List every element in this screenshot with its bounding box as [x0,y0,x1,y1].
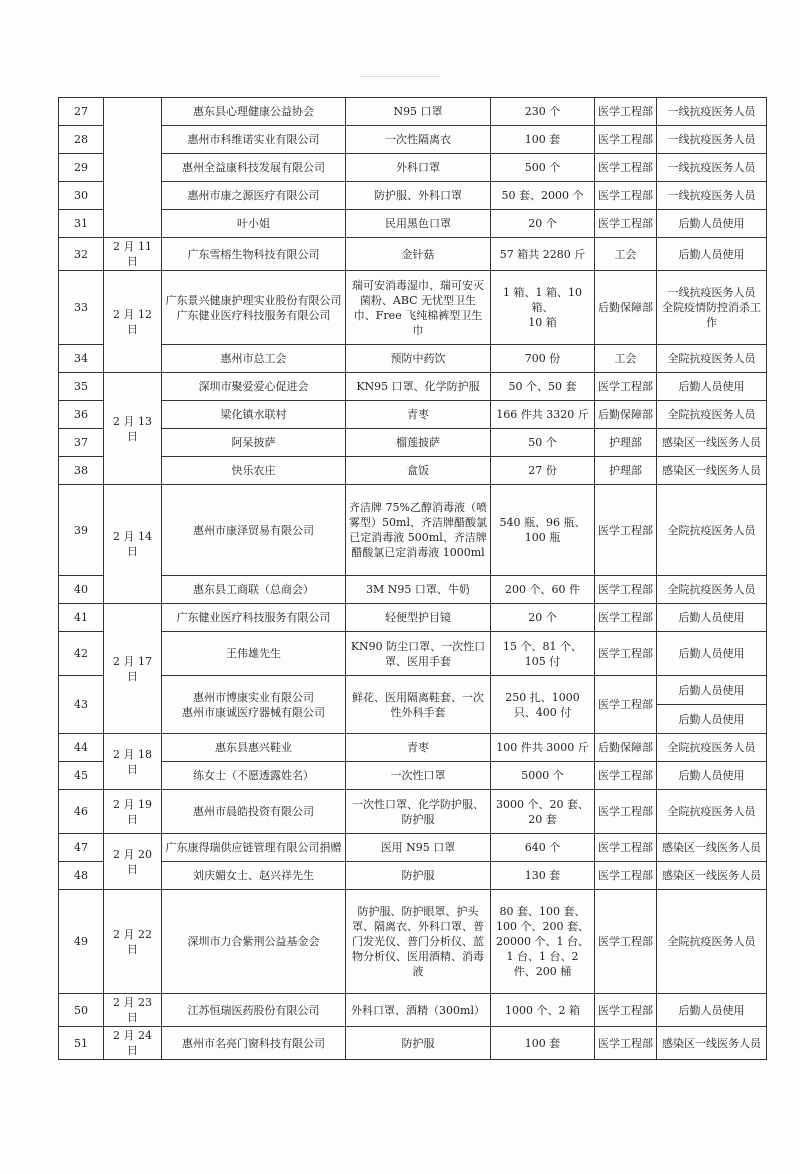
quantity-cell: 640 个 [491,834,595,862]
item-cell: 瑞可安消毒湿巾、瑞可安灭菌粉、ABC 无忧型卫生巾、Free 飞纯棉裤型卫生巾 [346,271,491,345]
table-row [59,790,767,834]
table-row [59,862,767,890]
usage-cell: 全院抗疫医务人员 [657,345,767,373]
usage-cell: 一线抗疫医务人员 [657,182,767,210]
usage-cell: 一线抗疫医务人员 全院疫情防控消杀工作 [657,271,767,345]
item-cell: KN95 口罩、化学防护服 [346,373,491,401]
quantity-cell: 100 套 [491,1027,595,1060]
item-cell: 一次性口罩 [346,762,491,790]
department-cell: 医学工程部 [595,862,657,890]
donor-cell: 快乐农庄 [162,457,346,485]
quantity-cell: 50 套、2000 个 [491,182,595,210]
item-cell: 青枣 [346,734,491,762]
quantity-cell: 250 扎、1000 只、400 付 [491,676,595,734]
donor-cell: 刘庆媚女士、赵兴祥先生 [162,862,346,890]
quantity-cell: 27 份 [491,457,595,485]
table-row [59,994,767,1027]
item-cell: 防护服、外科口罩 [346,182,491,210]
donor-cell: 惠东县惠兴鞋业 [162,734,346,762]
row-number: 48 [59,862,104,890]
quantity-cell: 130 套 [491,862,595,890]
department-cell: 医学工程部 [595,632,657,676]
item-cell: 防护服 [346,862,491,890]
usage-cell: 一线抗疫医务人员 [657,154,767,182]
donor-cell: 惠东县心理健康公益协会 [162,98,346,126]
donor-cell: 叶小姐 [162,210,346,238]
table-row [59,604,767,632]
donor-cell: 广东景兴健康护理实业股份有限公司 广东健业医疗科技服务有限公司 [162,271,346,345]
department-cell: 工会 [595,238,657,271]
row-number: 27 [59,98,104,126]
row-number: 31 [59,210,104,238]
quantity-cell: 15 个、81 个、105 付 [491,632,595,676]
department-cell: 医学工程部 [595,676,657,734]
date-cell: 2 月 12 日 [104,271,162,373]
quantity-cell: 20 个 [491,210,595,238]
table-row [59,734,767,762]
department-cell: 医学工程部 [595,1027,657,1060]
item-cell: 盒饭 [346,457,491,485]
donor-cell: 惠州市名亮门窗科技有限公司 [162,1027,346,1060]
department-cell: 医学工程部 [595,98,657,126]
donor-cell: 广东康得瑞供应链管理有限公司捐赠 [162,834,346,862]
table-row [59,762,767,790]
table-row [59,210,767,238]
table-row [59,457,767,485]
donor-cell: 阿呆披萨 [162,429,346,457]
item-cell: N95 口罩 [346,98,491,126]
donor-cell: 梁化镇水联村 [162,401,346,429]
quantity-cell: 100 套 [491,126,595,154]
date-cell: 2 月 18 日 [104,734,162,790]
table-row [59,1027,767,1060]
quantity-cell: 50 个、50 套 [491,373,595,401]
date-cell: 2 月 22 日 [104,890,162,994]
department-cell: 医学工程部 [595,210,657,238]
date-cell: 2 月 14 日 [104,485,162,604]
row-number: 51 [59,1027,104,1060]
row-number: 47 [59,834,104,862]
department-cell: 医学工程部 [595,576,657,604]
scan-mark [360,76,440,77]
department-cell: 医学工程部 [595,485,657,576]
usage-cell: 感染区一线医务人员 [657,834,767,862]
table-row [59,676,767,705]
table-row [59,98,767,126]
item-cell: 预防中药饮 [346,345,491,373]
item-cell: 外科口罩、酒精（300ml） [346,994,491,1027]
row-number: 39 [59,485,104,576]
row-number: 30 [59,182,104,210]
row-number: 33 [59,271,104,345]
item-cell: KN90 防尘口罩、一次性口罩、医用手套 [346,632,491,676]
row-number: 44 [59,734,104,762]
row-number: 49 [59,890,104,994]
quantity-cell: 50 个 [491,429,595,457]
donor-cell: 惠州全益康科技发展有限公司 [162,154,346,182]
item-cell: 防护服 [346,1027,491,1060]
date-cell [104,98,162,238]
donor-cell: 广东健业医疗科技服务有限公司 [162,604,346,632]
row-number: 43 [59,676,104,734]
quantity-cell: 5000 个 [491,762,595,790]
quantity-cell: 500 个 [491,154,595,182]
usage-cell: 感染区一线医务人员 [657,457,767,485]
department-cell: 医学工程部 [595,790,657,834]
item-cell: 防护服、防护眼罩、护头罩、隔离衣、外科口罩、普门发光仪、普门分析仪、蓝物分析仪、医用酒精、消毒液 [346,890,491,994]
date-cell: 2 月 24 日 [104,1027,162,1060]
usage-cell: 一线抗疫医务人员 [657,126,767,154]
item-cell: 一次性口罩、化学防护服、防护服 [346,790,491,834]
table-row [59,576,767,604]
usage-cell: 后勤人员使用 [657,762,767,790]
usage-cell: 后勤人员使用 [657,994,767,1027]
row-number: 45 [59,762,104,790]
donor-cell: 深圳市聚爱爱心促进会 [162,373,346,401]
item-cell: 齐洁牌 75%乙醇消毒液（喷雾型）50ml、齐洁牌醋酸氯已定消毒液 500ml、齐洁牌醋酸氯已定消毒液 1000ml [346,485,491,576]
item-cell: 金针菇 [346,238,491,271]
usage-cell: 感染区一线医务人员 [657,429,767,457]
date-cell: 2 月 20 日 [104,834,162,890]
usage-cell: 感染区一线医务人员 [657,862,767,890]
donor-cell: 广东雪榕生物科技有限公司 [162,238,346,271]
table-row [59,238,767,271]
item-cell: 一次性隔离衣 [346,126,491,154]
usage-cell: 全院抗疫医务人员 [657,734,767,762]
department-cell: 医学工程部 [595,182,657,210]
department-cell: 医学工程部 [595,762,657,790]
row-number: 36 [59,401,104,429]
quantity-cell: 200 个、60 件 [491,576,595,604]
usage-cell: 后勤人员使用 [657,705,767,734]
usage-cell: 全院抗疫医务人员 [657,890,767,994]
row-number: 32 [59,238,104,271]
table-row [59,890,767,994]
row-number: 46 [59,790,104,834]
row-number: 29 [59,154,104,182]
row-number: 42 [59,632,104,676]
donor-cell: 惠州市总工会 [162,345,346,373]
date-cell: 2 月 19 日 [104,790,162,834]
item-cell: 鲜花、医用隔离鞋套、一次性外科手套 [346,676,491,734]
date-cell: 2 月 11 日 [104,238,162,271]
donor-cell: 深圳市力合紫荆公益基金会 [162,890,346,994]
item-cell: 外科口罩 [346,154,491,182]
usage-cell: 后勤人员使用 [657,238,767,271]
table-row [59,429,767,457]
item-cell: 青枣 [346,401,491,429]
department-cell: 后勤保障部 [595,271,657,345]
table-row [59,485,767,576]
donor-cell: 惠州市博康实业有限公司 惠州市康诚医疗器械有限公司 [162,676,346,734]
quantity-cell: 540 瓶、96 瓶、100 瓶 [491,485,595,576]
donor-cell: 练女士（不愿透露姓名） [162,762,346,790]
date-cell: 2 月 23 日 [104,994,162,1027]
donor-cell: 江苏恒瑞医药股份有限公司 [162,994,346,1027]
department-cell: 工会 [595,345,657,373]
item-cell: 医用 N95 口罩 [346,834,491,862]
department-cell: 医学工程部 [595,126,657,154]
donor-cell: 惠州市康之源医疗有限公司 [162,182,346,210]
donor-cell: 惠州市晨皓投资有限公司 [162,790,346,834]
item-cell: 榴莲披萨 [346,429,491,457]
department-cell: 医学工程部 [595,373,657,401]
usage-cell: 全院抗疫医务人员 [657,485,767,576]
quantity-cell: 57 箱共 2280 斤 [491,238,595,271]
usage-cell: 后勤人员使用 [657,676,767,705]
table-row [59,373,767,401]
row-number: 37 [59,429,104,457]
department-cell: 后勤保障部 [595,401,657,429]
usage-cell: 后勤人员使用 [657,210,767,238]
item-cell: 民用黑色口罩 [346,210,491,238]
usage-cell: 后勤人员使用 [657,632,767,676]
department-cell: 医学工程部 [595,604,657,632]
row-number: 50 [59,994,104,1027]
table-row [59,834,767,862]
quantity-cell: 230 个 [491,98,595,126]
department-cell: 医学工程部 [595,890,657,994]
donor-cell: 惠东县工商联（总商会） [162,576,346,604]
donor-cell: 惠州市康泽贸易有限公司 [162,485,346,576]
usage-cell: 全院抗疫医务人员 [657,790,767,834]
table-row [59,401,767,429]
usage-cell: 后勤人员使用 [657,373,767,401]
item-cell: 3M N95 口罩、牛奶 [346,576,491,604]
quantity-cell: 20 个 [491,604,595,632]
quantity-cell: 1000 个、2 箱 [491,994,595,1027]
donor-cell: 惠州市科维诺实业有限公司 [162,126,346,154]
quantity-cell: 166 件共 3320 斤 [491,401,595,429]
quantity-cell: 1 箱、1 箱、10 箱、 10 箱 [491,271,595,345]
usage-cell: 感染区一线医务人员 [657,1027,767,1060]
quantity-cell: 700 份 [491,345,595,373]
table-row [59,154,767,182]
row-number: 28 [59,126,104,154]
usage-cell: 全院抗疫医务人员 [657,401,767,429]
donation-table [58,97,767,1060]
row-number: 38 [59,457,104,485]
table-row [59,126,767,154]
department-cell: 医学工程部 [595,154,657,182]
department-cell: 护理部 [595,429,657,457]
usage-cell: 后勤人员使用 [657,604,767,632]
department-cell: 后勤保障部 [595,734,657,762]
table-row [59,345,767,373]
row-number: 34 [59,345,104,373]
donor-cell: 王伟雄先生 [162,632,346,676]
usage-cell: 全院抗疫医务人员 [657,576,767,604]
department-cell: 护理部 [595,457,657,485]
table-row [59,182,767,210]
date-cell: 2 月 13 日 [104,373,162,485]
usage-cell: 一线抗疫医务人员 [657,98,767,126]
table-row [59,271,767,345]
quantity-cell: 80 套、100 套、100 个、200 套、20000 个、1 台、1 台、1 台、2 件、200 桶 [491,890,595,994]
table-row [59,632,767,676]
department-cell: 医学工程部 [595,994,657,1027]
quantity-cell: 100 件共 3000 斤 [491,734,595,762]
quantity-cell: 3000 个、20 套、20 套 [491,790,595,834]
item-cell: 轻便型护目镜 [346,604,491,632]
row-number: 41 [59,604,104,632]
date-cell: 2 月 17 日 [104,604,162,734]
department-cell: 医学工程部 [595,834,657,862]
row-number: 40 [59,576,104,604]
row-number: 35 [59,373,104,401]
